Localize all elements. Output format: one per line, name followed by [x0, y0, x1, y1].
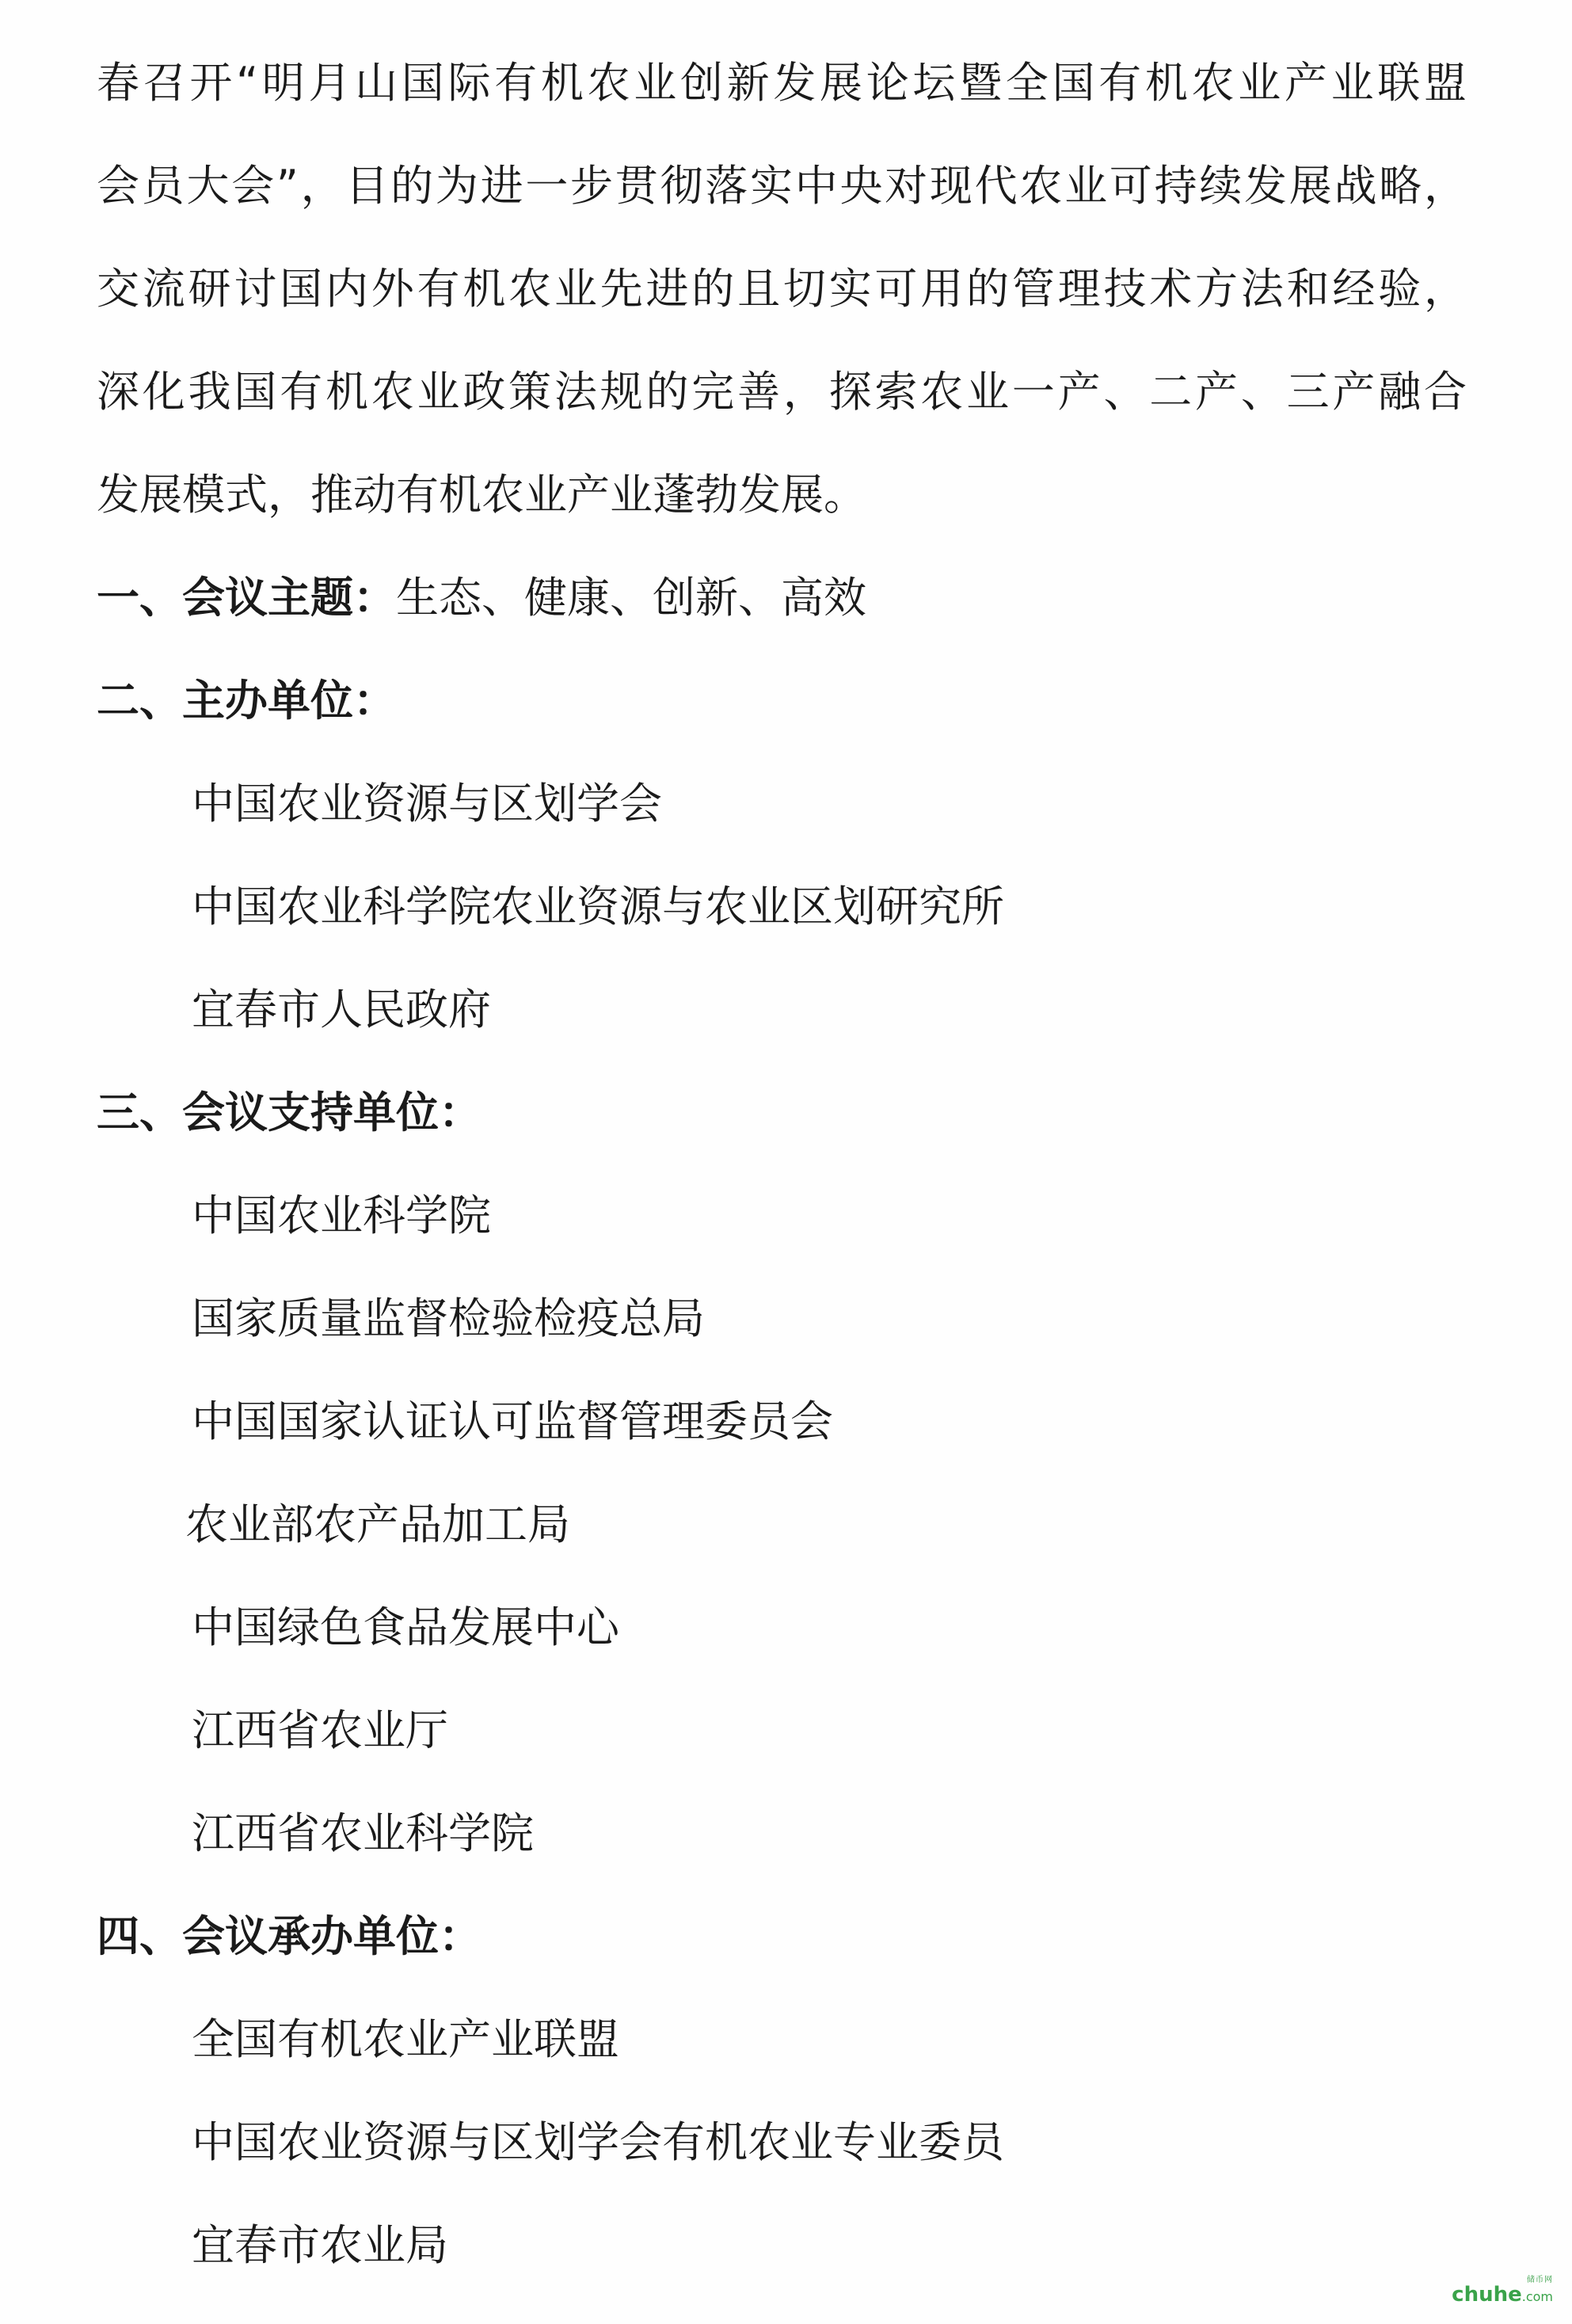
support-item-4: 农业部农产品加工局	[185, 1499, 570, 1549]
paragraph-line-3: 交流研讨国内外有机农业先进的且切实可用的管理技术方法和经验，	[97, 264, 1467, 314]
organizer-item-3: 宜春市农业局	[192, 2220, 448, 2270]
watermark-domain: .com	[1521, 2289, 1553, 2304]
support-item-2: 国家质量监督检验检疫总局	[192, 1293, 705, 1343]
host-item-1: 中国农业资源与区划学会	[192, 779, 662, 829]
paragraph-line-2: 会员大会”，目的为进一步贯彻落实中央对现代农业可持续发展战略，	[97, 161, 1467, 211]
watermark-logo: 储币网	[1527, 2276, 1553, 2284]
section-1-row	[97, 570, 866, 626]
support-item-5: 中国绿色食品发展中心	[192, 1602, 619, 1652]
watermark-text	[1452, 2284, 1553, 2305]
section-4-heading: 四、会议承办单位：	[97, 1911, 481, 1961]
organizer-item-2: 中国农业资源与区划学会有机农业专业委员	[192, 2117, 1004, 2167]
support-item-3: 中国国家认证认可监督管理委员会	[192, 1396, 833, 1446]
site-watermark	[1452, 2276, 1553, 2305]
watermark-site: chuhe	[1452, 2283, 1522, 2307]
section-2-heading: 二、主办单位：	[97, 676, 396, 726]
section-1-content: 生态、健康、创新、高效	[396, 573, 866, 623]
support-item-6: 江西省农业厅	[192, 1705, 448, 1755]
support-item-7: 江西省农业科学院	[192, 1808, 534, 1858]
section-1-heading: 一、会议主题：	[97, 573, 396, 623]
section-3-heading: 三、会议支持单位：	[97, 1088, 481, 1137]
organizer-item-1: 全国有机农业产业联盟	[192, 2014, 619, 2064]
paragraph-line-5: 发展模式，推动有机农业产业蓬勃发展。	[97, 470, 866, 520]
paragraph-line-1: 春召开“明月山国际有机农业创新发展论坛暨全国有机农业产业联盟	[97, 58, 1467, 108]
host-item-2: 中国农业科学院农业资源与农业区划研究所	[192, 882, 1004, 932]
host-item-3: 宜春市人民政府	[192, 985, 491, 1034]
paragraph-line-4: 深化我国有机农业政策法规的完善，探索农业一产、二产、三产融合	[97, 367, 1467, 417]
support-item-1: 中国农业科学院	[192, 1191, 491, 1240]
